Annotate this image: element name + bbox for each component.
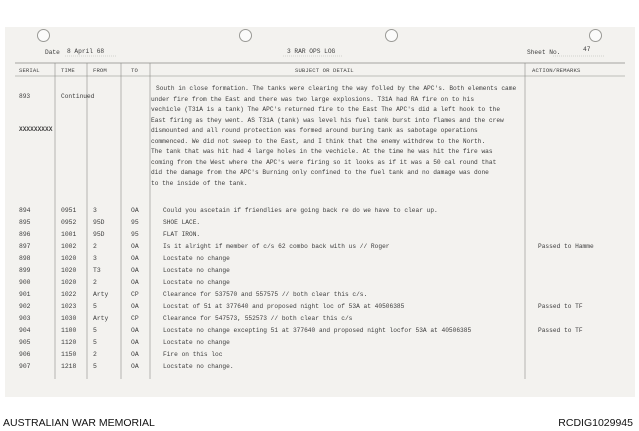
cell-subject: Locstat of 51 at 377640 and proposed night loc of 53A at 40506385 <box>163 303 405 310</box>
cell-serial: 904 <box>19 327 31 334</box>
cell-subject: Locstate no change. <box>163 363 234 370</box>
cell-serial: 903 <box>19 315 31 322</box>
cell-time: 1001 <box>61 231 77 238</box>
cell-action: Passed to TF <box>538 303 583 310</box>
cell-subject: Is it alright if member of c/s 62 combo back with us // Roger <box>163 243 390 250</box>
continued-line: commenced. We did not sweep to the East, and I think that the enemy withdrew to the North. <box>151 137 486 145</box>
col-header-subject: SUBJECT OR DETAIL <box>295 67 354 74</box>
punch-hole <box>37 29 50 42</box>
cell-from: 95D <box>93 231 105 238</box>
archive-reference: RCDIG1029945 <box>558 417 633 429</box>
cell-from: 5 <box>93 303 97 310</box>
cell-to: OA <box>131 279 139 286</box>
cell-to: OA <box>131 351 139 358</box>
cell-from: 3 <box>93 255 97 262</box>
cell-from: 5 <box>93 327 97 334</box>
continued-line: dismounted and all round protection was formed around buring tank as sabotage operations <box>151 127 478 134</box>
cell-serial: 898 <box>19 255 31 262</box>
cell-time: 1218 <box>61 363 77 370</box>
continued-label: Continued <box>61 93 95 100</box>
col-header-action: ACTION/REMARKS <box>532 67 581 74</box>
cell-time: 1100 <box>61 327 77 334</box>
date-label: Date <box>45 49 60 56</box>
punch-hole <box>239 29 252 42</box>
cell-serial: 897 <box>19 243 31 250</box>
cell-to: OA <box>131 207 139 214</box>
cell-from: 2 <box>93 279 97 286</box>
cell-subject: Clearance for 547573, 552573 // both clear this c/s <box>163 315 353 322</box>
col-header-from: FROM <box>93 67 107 74</box>
cell-from: 2 <box>93 243 97 250</box>
cell-from: Arty <box>93 315 109 322</box>
continued-line: vechicle (T31A is a tank) The APC's returned fire to the East The APC's did a left hook to the <box>151 106 501 113</box>
cell-to: OA <box>131 267 139 274</box>
unit-title: 3 RAR OPS LOG <box>287 48 336 55</box>
continued-line: South in close formation. The tanks were clearing the way folled by the APC's. Both elements came <box>156 85 517 92</box>
cell-time: 0952 <box>61 219 77 226</box>
cell-subject: Could you ascetain if friendlies are going back re do we have to clear up. <box>163 207 438 214</box>
cell-time: 1030 <box>61 315 77 322</box>
cell-from: 5 <box>93 363 97 370</box>
cell-to: OA <box>131 243 139 250</box>
log-sheet <box>5 27 635 397</box>
cell-action: Passed to TF <box>538 327 583 334</box>
continued-line: under fire from the East and there was two large explosions. T31A had RA fire on to his <box>151 95 475 103</box>
punch-hole <box>589 29 602 42</box>
cell-subject: Locstate no change <box>163 255 230 262</box>
continued-line: coming from the West where the APC's were firing so it looks as if it was a 50 cal round that <box>151 158 497 166</box>
cell-subject: Locstate no change <box>163 339 230 346</box>
continued-line: The tank that was hit had 4 large holes in the vechicle. At the time he was hit the fire was <box>151 148 493 155</box>
cell-serial: 905 <box>19 339 31 346</box>
cell-subject: Locstate no change <box>163 279 230 286</box>
cell-to: 95 <box>131 231 139 238</box>
cell-action: Passed to Hamme <box>538 243 594 250</box>
punch-hole <box>385 29 398 42</box>
cell-to: OA <box>131 255 139 262</box>
date-value: 8 April 68 <box>67 48 105 55</box>
serial-893: 893 <box>19 93 31 100</box>
cell-serial: 899 <box>19 267 31 274</box>
cell-subject: Locstate no change <box>163 267 230 274</box>
cell-time: 1150 <box>61 351 77 358</box>
cell-time: 1002 <box>61 243 77 250</box>
archive-credit: AUSTRALIAN WAR MEMORIAL <box>3 417 155 429</box>
struck-margin-mark: XXXXXXXXX <box>19 126 53 133</box>
cell-to: 95 <box>131 219 139 226</box>
cell-time: 1022 <box>61 291 77 298</box>
cell-from: T3 <box>93 267 101 274</box>
cell-time: 1020 <box>61 279 77 286</box>
cell-subject: Clearance for 537570 and 557575 // both clear this c/s. <box>163 291 368 298</box>
cell-serial: 901 <box>19 291 31 298</box>
cell-serial: 894 <box>19 207 31 214</box>
cell-serial: 907 <box>19 363 31 370</box>
cell-subject: Fire on this loc <box>163 351 223 358</box>
cell-subject: SHOE LACE. <box>163 219 201 226</box>
cell-from: 5 <box>93 339 97 346</box>
continued-line: did the damage from the APC's Burning only confined to the fuel tank and no damage was done <box>151 169 489 176</box>
cell-from: 2 <box>93 351 97 358</box>
continued-line: to the inside of the tank. <box>151 179 248 187</box>
col-header-to: TO <box>131 67 138 74</box>
cell-from: 95D <box>93 219 105 226</box>
col-header-time: TIME <box>61 67 75 74</box>
cell-serial: 902 <box>19 303 31 310</box>
cell-serial: 896 <box>19 231 31 238</box>
cell-subject: FLAT IRON. <box>163 231 201 238</box>
cell-time: 1120 <box>61 339 77 346</box>
continued-line: East firing as they went. AS T31A (tank) was level his fuel tank burst into flames and the crew <box>151 116 504 124</box>
cell-to: CP <box>131 315 139 322</box>
cell-to: CP <box>131 291 139 298</box>
cell-serial: 906 <box>19 351 31 358</box>
cell-to: OA <box>131 339 139 346</box>
sheet-number: 47 <box>583 46 591 53</box>
cell-to: OA <box>131 363 139 370</box>
cell-time: 1020 <box>61 267 77 274</box>
cell-time: 1023 <box>61 303 77 310</box>
sheet-label: Sheet No. <box>527 49 561 56</box>
cell-subject: Locstate no change excepting 51 at 377640 and proposed night locfor 53A at 40506385 <box>163 327 472 334</box>
cell-time: 1020 <box>61 255 77 262</box>
cell-time: 0951 <box>61 207 77 214</box>
cell-serial: 895 <box>19 219 31 226</box>
col-header-serial: SERIAL <box>19 67 40 74</box>
cell-to: OA <box>131 327 139 334</box>
cell-serial: 900 <box>19 279 31 286</box>
cell-from: Arty <box>93 291 109 298</box>
cell-from: 3 <box>93 207 97 214</box>
cell-to: OA <box>131 303 139 310</box>
